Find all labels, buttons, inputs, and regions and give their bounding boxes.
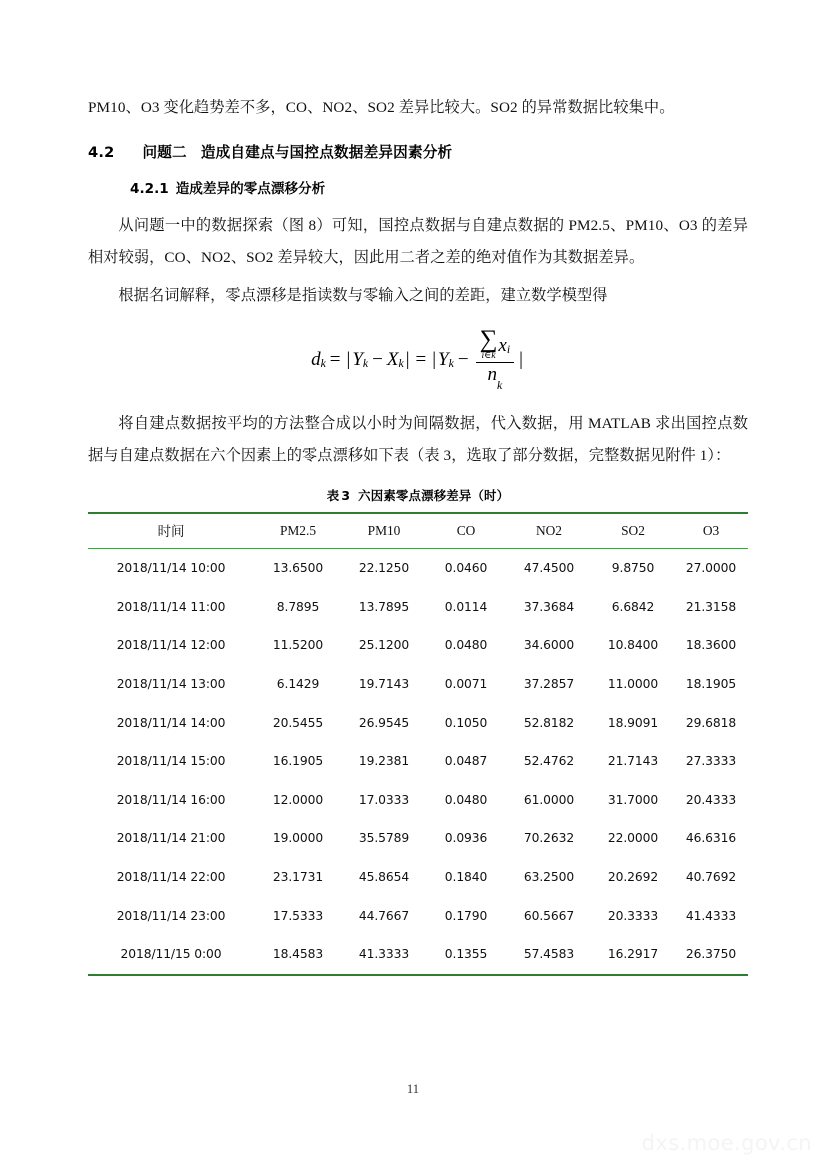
cell-pm10: 17.0333 bbox=[358, 792, 410, 807]
table-caption-number: 3 bbox=[341, 488, 351, 503]
table-row bbox=[88, 935, 748, 975]
table-header bbox=[88, 513, 748, 549]
cell-no2: 34.6000 bbox=[523, 638, 575, 653]
cell-o3: 26.3750 bbox=[674, 935, 748, 975]
formula-minus-1: − bbox=[372, 349, 383, 370]
paragraph-2: 根据名词解释，零点漂移是指读数与零输入之间的差距，建立数学模型得 bbox=[118, 287, 608, 304]
table-row bbox=[88, 858, 748, 897]
cell-pm25: 8.7895 bbox=[276, 599, 320, 614]
formula-abs-close-2: | bbox=[519, 349, 523, 370]
cell-o3: 18.3600 bbox=[685, 638, 737, 653]
cell-pm10: 44.7667 bbox=[358, 908, 410, 923]
cell-co: 0.1050 bbox=[444, 715, 488, 730]
cell-o3: 21.3158 bbox=[685, 599, 737, 614]
section-heading bbox=[88, 138, 748, 168]
cell-pm10: 25.1200 bbox=[358, 638, 410, 653]
cell-time: 2018/11/14 22:00 bbox=[116, 870, 226, 885]
cell-co: 0.0114 bbox=[444, 599, 488, 614]
cell-o3: 41.4333 bbox=[685, 908, 737, 923]
subsection-number: 4.2.1 bbox=[130, 181, 169, 197]
cell-pm10: 22.1250 bbox=[358, 561, 410, 576]
cell-pm10: 19.7143 bbox=[358, 677, 410, 692]
cell-pm25: 20.5455 bbox=[272, 715, 324, 730]
table-row bbox=[88, 896, 748, 935]
cell-pm25: 12.0000 bbox=[272, 792, 324, 807]
formula-denominator-var: n bbox=[487, 364, 497, 386]
cell-so2: 6.6842 bbox=[611, 599, 655, 614]
table-row bbox=[88, 626, 748, 665]
formula-equals-1: = bbox=[329, 349, 341, 370]
subsection-title: 造成差异的零点漂移分析 bbox=[175, 181, 326, 197]
table-row bbox=[88, 742, 748, 781]
cell-pm25: 11.5200 bbox=[272, 638, 324, 653]
column-header-so2: SO2 bbox=[592, 513, 674, 549]
cell-co: 0.0936 bbox=[444, 831, 488, 846]
cell-no2: 63.2500 bbox=[523, 870, 575, 885]
cell-so2: 9.8750 bbox=[611, 561, 655, 576]
table-caption-prefix: 表 bbox=[326, 488, 340, 503]
table-row bbox=[88, 588, 748, 627]
cell-no2: 47.4500 bbox=[523, 561, 575, 576]
cell-co: 0.1840 bbox=[444, 870, 488, 885]
cell-so2: 11.0000 bbox=[607, 677, 659, 692]
cell-o3: 27.3333 bbox=[685, 754, 737, 769]
cell-pm10: 35.5789 bbox=[358, 831, 410, 846]
formula-abs-open-2: | bbox=[432, 349, 437, 370]
cell-pm10: 19.2381 bbox=[358, 754, 410, 769]
formula-equals-2: = bbox=[415, 349, 427, 370]
watermark: dxs.moe.gov.cn bbox=[641, 1131, 812, 1155]
cell-time: 2018/11/14 21:00 bbox=[116, 831, 226, 846]
cell-time: 2018/11/14 10:00 bbox=[116, 561, 226, 576]
cell-time: 2018/11/14 13:00 bbox=[116, 677, 226, 692]
cell-no2: 61.0000 bbox=[523, 792, 575, 807]
formula-denominator bbox=[483, 363, 506, 393]
cell-no2: 57.4583 bbox=[506, 935, 592, 975]
cell-no2: 37.3684 bbox=[523, 599, 575, 614]
cell-time: 2018/11/14 15:00 bbox=[116, 754, 226, 769]
paragraph-3: 将自建点数据按平均的方法整合成以小时为间隔数据，代入数据，用 MATLAB 求出国控点数据与自建点数据在六个因素上的零点漂移如下表（表 3，选取了部分数据，完整数据见附件 1）： bbox=[88, 415, 748, 464]
summation-limit: i∈k bbox=[481, 350, 496, 362]
cell-so2: 20.2692 bbox=[607, 870, 659, 885]
formula-numerator bbox=[476, 325, 515, 362]
table-header-row bbox=[88, 513, 748, 549]
cell-no2: 52.8182 bbox=[523, 715, 575, 730]
paragraph-1: 从问题一中的数据探索（图 8）可知，国控点数据与自建点数据的 PM2.5、PM10、O3 的差异相对较弱，CO、NO2、SO2 差异较大，因此用二者之差的绝对值作为其数据差异。 bbox=[88, 217, 748, 266]
table-row bbox=[88, 665, 748, 704]
cell-pm25: 18.4583 bbox=[254, 935, 342, 975]
formula-abs-close-1: | bbox=[405, 349, 410, 370]
cell-time: 2018/11/14 12:00 bbox=[116, 638, 226, 653]
cell-so2: 31.7000 bbox=[607, 792, 659, 807]
cell-co: 0.0480 bbox=[444, 638, 488, 653]
cell-no2: 60.5667 bbox=[523, 908, 575, 923]
subsection-heading bbox=[88, 174, 748, 204]
formula-y-var-2: Y bbox=[438, 349, 449, 370]
cell-o3: 46.6316 bbox=[685, 831, 737, 846]
formula-fraction bbox=[476, 325, 515, 393]
column-header-pm25: PM2.5 bbox=[254, 513, 342, 549]
cell-pm25: 17.5333 bbox=[272, 908, 324, 923]
zero-drift-table bbox=[88, 512, 748, 976]
formula-lhs-sub: k bbox=[320, 357, 326, 370]
table-caption bbox=[88, 486, 748, 504]
cell-pm25: 13.6500 bbox=[272, 561, 324, 576]
intro-paragraph: PM10、O3 变化趋势差不多，CO、NO2、SO2 差异比较大。SO2 的异常数据比较集中。 bbox=[88, 99, 675, 116]
cell-pm25: 6.1429 bbox=[276, 677, 320, 692]
cell-pm10: 26.9545 bbox=[358, 715, 410, 730]
cell-pm25: 19.0000 bbox=[272, 831, 324, 846]
cell-time: 2018/11/14 23:00 bbox=[116, 908, 226, 923]
column-header-co: CO bbox=[426, 513, 506, 549]
formula-lhs-var: d bbox=[311, 349, 321, 370]
formula-x-sub: k bbox=[398, 357, 404, 370]
table-body bbox=[88, 549, 748, 975]
cell-so2: 22.0000 bbox=[607, 831, 659, 846]
formula-numerator-var: x bbox=[498, 335, 507, 357]
table-row bbox=[88, 819, 748, 858]
cell-o3: 40.7692 bbox=[685, 870, 737, 885]
zero-drift-formula bbox=[311, 325, 525, 393]
cell-time: 2018/11/15 0:00 bbox=[88, 935, 254, 975]
cell-no2: 70.2632 bbox=[523, 831, 575, 846]
table-caption-title: 六因素零点漂移差异（时） bbox=[358, 488, 510, 503]
table-row bbox=[88, 703, 748, 742]
table-row bbox=[88, 781, 748, 820]
cell-o3: 27.0000 bbox=[685, 561, 737, 576]
cell-pm10: 41.3333 bbox=[342, 935, 426, 975]
page-number: 11 bbox=[406, 1082, 420, 1096]
summation-operator bbox=[479, 325, 498, 362]
cell-o3: 20.4333 bbox=[685, 792, 737, 807]
spacer bbox=[88, 124, 748, 138]
cell-no2: 52.4762 bbox=[523, 754, 575, 769]
cell-co: 0.1355 bbox=[426, 935, 506, 975]
formula-block bbox=[88, 312, 748, 408]
formula-abs-open-1: | bbox=[346, 349, 351, 370]
section-label: 问题二 bbox=[142, 144, 187, 161]
formula-denominator-sub: k bbox=[496, 379, 503, 393]
cell-o3: 29.6818 bbox=[685, 715, 737, 730]
cell-so2: 10.8400 bbox=[607, 638, 659, 653]
formula-x-var: X bbox=[386, 349, 399, 370]
cell-so2: 18.9091 bbox=[607, 715, 659, 730]
formula-minus-2: − bbox=[457, 349, 469, 370]
column-header-pm10: PM10 bbox=[342, 513, 426, 549]
column-header-o3: O3 bbox=[674, 513, 748, 549]
section-title: 造成自建点与国控点数据差异因素分析 bbox=[200, 144, 453, 161]
column-header-no2: NO2 bbox=[506, 513, 592, 549]
cell-co: 0.0071 bbox=[444, 677, 488, 692]
cell-co: 0.0487 bbox=[444, 754, 488, 769]
cell-so2: 16.2917 bbox=[592, 935, 674, 975]
formula-y-sub-1: k bbox=[362, 357, 369, 370]
cell-no2: 37.2857 bbox=[523, 677, 575, 692]
cell-co: 0.1790 bbox=[444, 908, 488, 923]
section-number: 4.2 bbox=[88, 144, 115, 161]
formula-numerator-sub: i bbox=[506, 342, 511, 356]
formula-y-sub-2: k bbox=[448, 357, 454, 370]
cell-so2: 20.3333 bbox=[607, 908, 659, 923]
formula-y-var-1: Y bbox=[352, 349, 363, 370]
cell-pm25: 23.1731 bbox=[272, 870, 324, 885]
cell-time: 2018/11/14 11:00 bbox=[116, 599, 226, 614]
column-header-time: 时间 bbox=[88, 513, 254, 549]
sigma-icon: ∑ bbox=[479, 325, 498, 353]
cell-co: 0.0460 bbox=[444, 561, 488, 576]
cell-co: 0.0480 bbox=[444, 792, 488, 807]
cell-time: 2018/11/14 16:00 bbox=[116, 792, 226, 807]
cell-time: 2018/11/14 14:00 bbox=[116, 715, 226, 730]
table-row bbox=[88, 549, 748, 588]
cell-pm10: 45.8654 bbox=[358, 870, 410, 885]
cell-so2: 21.7143 bbox=[607, 754, 659, 769]
cell-o3: 18.1905 bbox=[685, 677, 737, 692]
cell-pm25: 16.1905 bbox=[272, 754, 324, 769]
page-body bbox=[88, 92, 748, 976]
cell-pm10: 13.7895 bbox=[358, 599, 410, 614]
